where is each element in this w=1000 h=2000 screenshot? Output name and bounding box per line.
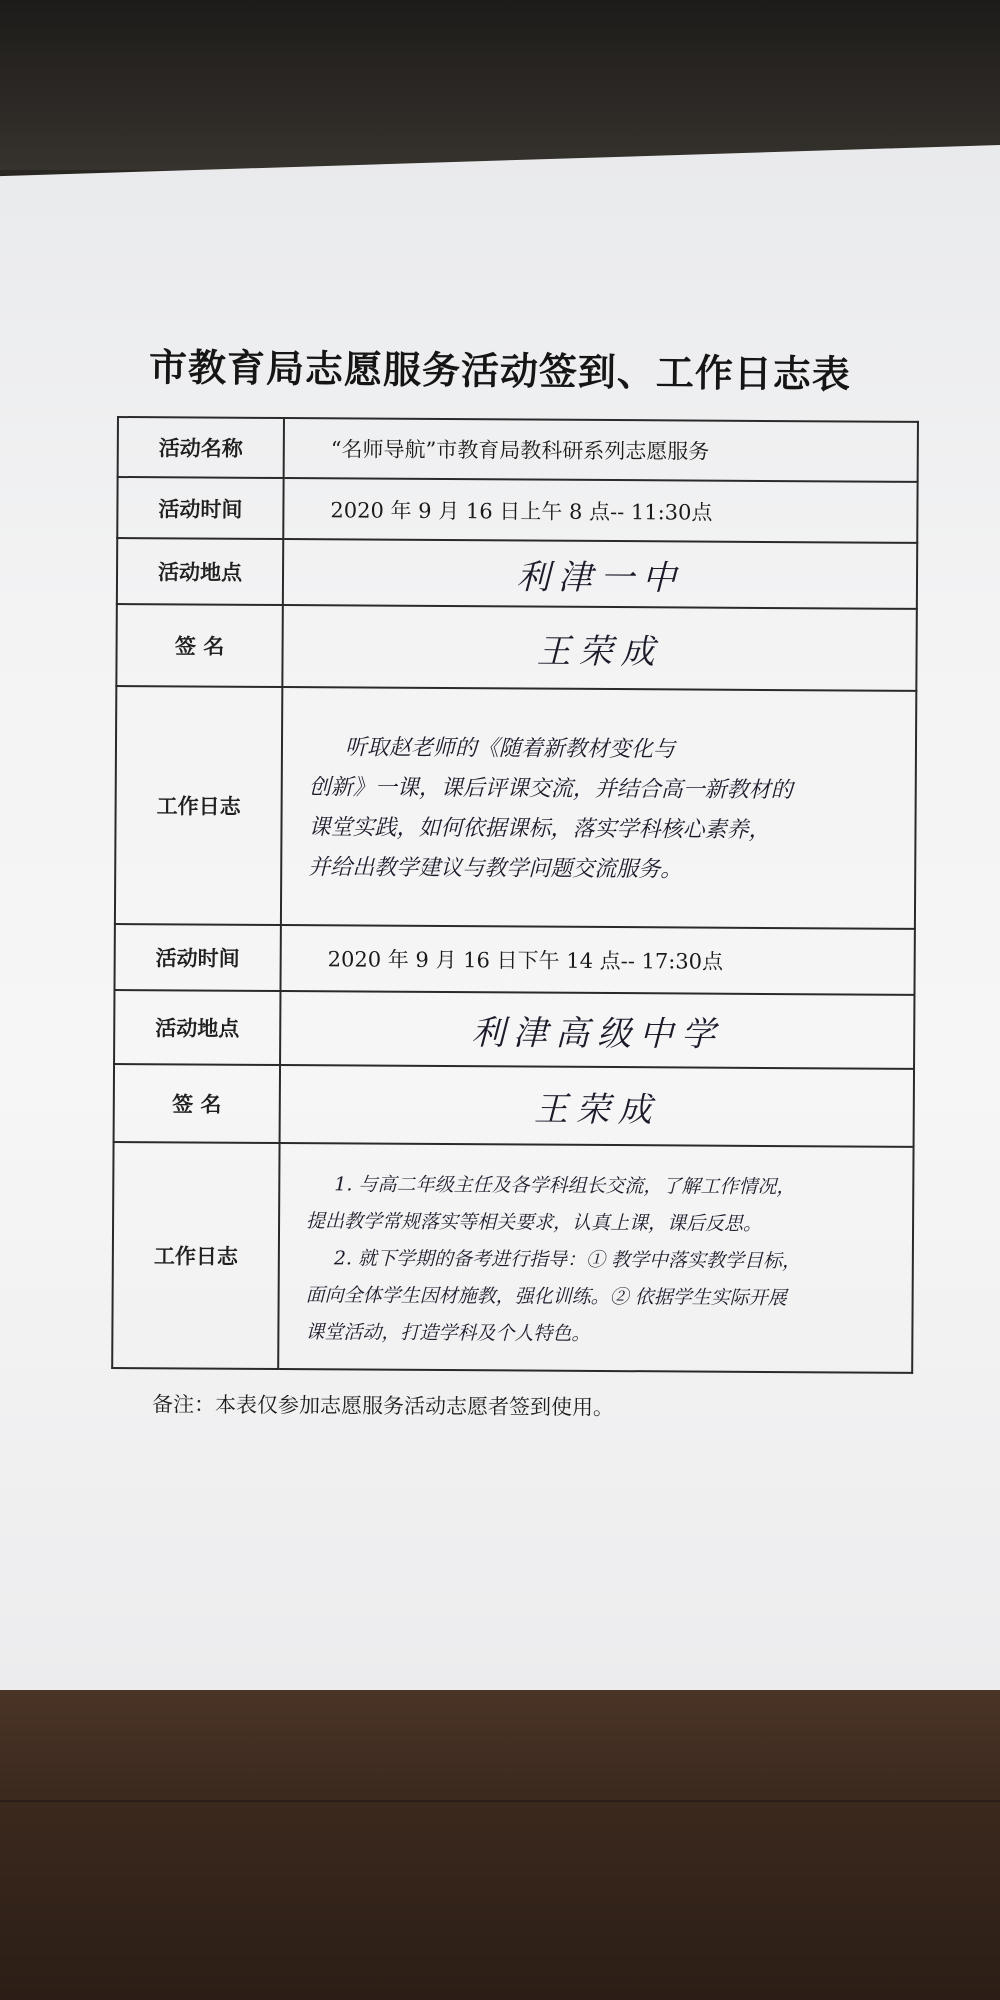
work-log-line: 1. 与高二年级主任及各学科组长交流，了解工作情况，	[334, 1172, 796, 1198]
work-log-line: 面向全体学生因材施教，强化训练。② 依据学生实际开展	[305, 1283, 787, 1309]
activity-place-value	[283, 539, 917, 609]
work-log-line: 课堂实践，如何依据课标，落实学科核心素养，	[308, 815, 771, 843]
background-table-surface	[0, 1690, 1000, 2000]
table-row	[118, 417, 918, 482]
work-log-label: 工作日志	[115, 686, 282, 925]
work-log-line: 并给出教学建议与教学问题交流服务。	[308, 855, 683, 883]
work-log-line: 2. 就下学期的备考进行指导：① 教学中落实教学目标，	[333, 1246, 802, 1272]
activity-place-handwritten: 利津高级中学	[471, 1012, 724, 1055]
work-log-value	[278, 1143, 913, 1373]
work-log-handwritten	[279, 1152, 912, 1365]
signature-value	[282, 605, 916, 691]
activity-time-label: 活动时间	[114, 924, 280, 991]
work-log-line: 听取赵老师的《随着新教材变化与	[344, 735, 676, 763]
signature-value	[280, 1065, 914, 1147]
work-log-value	[281, 687, 916, 929]
activity-time-value	[280, 925, 914, 995]
work-log-label: 工作日志	[112, 1142, 279, 1369]
activity-time-label: 活动时间	[117, 477, 283, 539]
signature-label: 签 名	[114, 1064, 280, 1143]
work-log-line: 课堂活动，打造学科及个人特色。	[305, 1320, 591, 1345]
table-row	[114, 990, 914, 1069]
activity-place-handwritten: 利津一中	[515, 556, 685, 598]
table-row	[112, 1142, 913, 1373]
activity-time-text: 2020 年 9 月 16 日上午 8 点-- 11:30点	[330, 497, 713, 525]
activity-place-label: 活动地点	[117, 538, 283, 605]
activity-time-value	[283, 478, 917, 543]
signature-handwritten: 王荣成	[533, 1089, 660, 1130]
table-row	[114, 924, 914, 995]
table-row	[114, 1064, 914, 1147]
activity-place-label: 活动地点	[114, 990, 280, 1065]
table-row	[116, 604, 916, 691]
work-log-handwritten	[282, 714, 915, 902]
volunteer-log-table	[111, 416, 919, 1374]
activity-name-label: 活动名称	[118, 417, 284, 478]
footnote: 备注：本表仅参加志愿服务活动志愿者签到使用。	[151, 1392, 615, 1420]
work-log-line: 提出教学常规落实等相关要求，认真上课，课后反思。	[306, 1209, 763, 1235]
signature-handwritten: 王荣成	[536, 631, 663, 672]
activity-name-value	[284, 418, 918, 482]
work-log-line: 创新》一课，课后评课交流，并结合高一新教材的	[308, 775, 793, 804]
document-title: 市教育局志愿服务活动签到、工作日志表	[148, 344, 852, 397]
background-top	[0, 0, 1000, 170]
table-row	[115, 686, 916, 929]
activity-place-value	[280, 991, 914, 1069]
table-row	[117, 477, 917, 543]
activity-name-text: “名师导航”市教育局教科研系列志愿服务	[330, 437, 710, 464]
signature-label: 签 名	[116, 604, 282, 687]
table-row	[117, 538, 917, 609]
activity-time-text: 2020 年 9 月 16 日下午 14 点-- 17:30点	[327, 947, 724, 974]
